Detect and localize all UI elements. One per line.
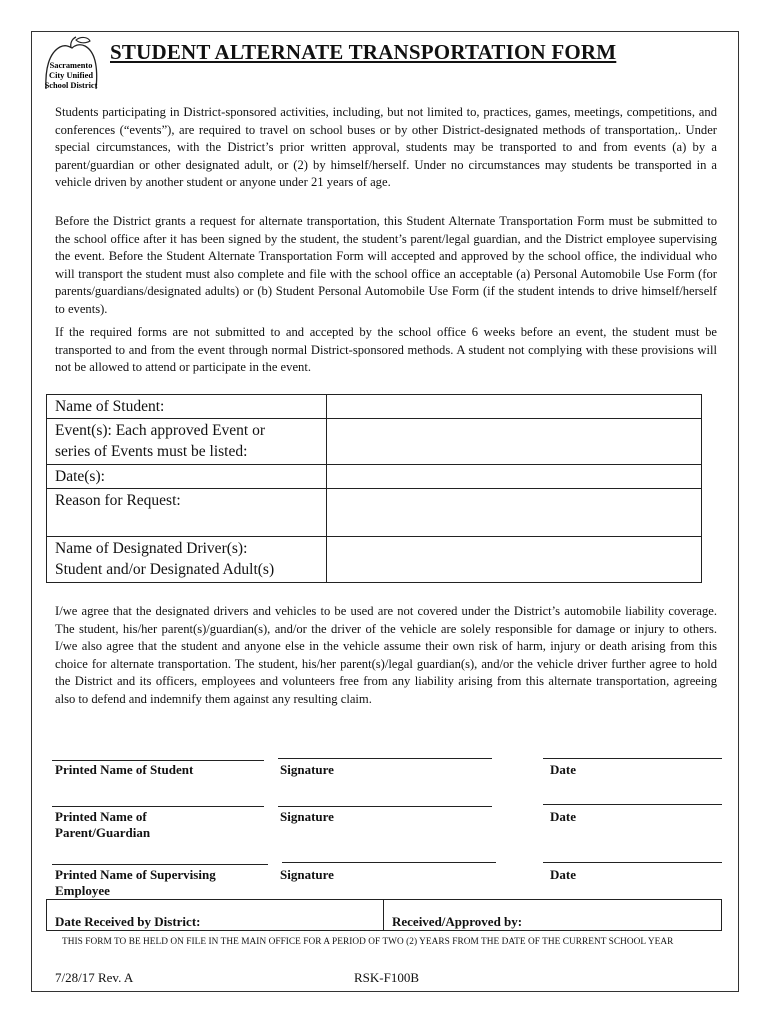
- student-signature-line[interactable]: [278, 758, 492, 759]
- logo-line3: School District: [44, 81, 98, 90]
- logo-line1: Sacramento: [49, 61, 93, 70]
- liability-agreement-paragraph: I/we agree that the designated drivers and vehicles to be used are not covered under the District’s automobile liability coverage. The student, his/her parent(s)/guardian(s), and/or the driver of the vehicle are solely responsible for damage or injury to others. I/we also agree that the student and anyone else in the vehicle assume their own risk of harm, injury or death arising from this choice for alternate transportation. The student, his/her parent(s)/legal guardian(s), and/or the vehicle driver further agree to hold the District and its officers, employees and volunteers free from any liability arising from this alternate transportation, agreeing also to defend and indemnify them against any resulting claim.: [55, 604, 717, 706]
- form-title: STUDENT ALTERNATE TRANSPORTATION FORM: [110, 40, 617, 64]
- employee-label-line2: Employee: [55, 883, 110, 898]
- reason-field[interactable]: [327, 489, 702, 537]
- events-label-line2: series of Events must be listed:: [55, 443, 248, 460]
- employee-date-line[interactable]: [543, 862, 722, 863]
- events-label-line1: Event(s): Each approved Event or: [55, 422, 266, 439]
- student-name-line[interactable]: [52, 760, 264, 761]
- events-field[interactable]: [327, 419, 702, 465]
- designated-driver-field[interactable]: [327, 537, 702, 583]
- parent-signature-line[interactable]: [278, 806, 492, 807]
- printed-name-of-parent-label: [55, 809, 150, 841]
- employee-date-label: Date: [550, 867, 576, 882]
- employee-signature-line[interactable]: [282, 862, 496, 863]
- district-logo-icon: [40, 35, 102, 95]
- student-date-line[interactable]: [543, 758, 722, 759]
- parent-signature-label: Signature: [280, 809, 334, 824]
- office-use-divider: [383, 900, 384, 930]
- parent-date-line[interactable]: [543, 804, 722, 805]
- logo-line2: City Unified: [49, 71, 93, 80]
- received-approved-by-label: Received/Approved by:: [392, 914, 523, 929]
- deadline-paragraph: If the required forms are not submitted to and accepted by the school office 6 weeks before an event, the student must be transported to and from the event through normal District-sponsored methods. A student not complying with these provisions will not be allowed to attend or participate in the event.: [55, 325, 717, 375]
- parent-name-line[interactable]: [52, 806, 264, 807]
- printed-name-of-student-label: Printed Name of Student: [55, 762, 194, 777]
- date-received-by-district-label: Date Received by District:: [55, 914, 201, 929]
- designated-driver-label-line2: Student and/or Designated Adult(s): [55, 561, 275, 578]
- office-use-box: [46, 899, 722, 931]
- events-label: [47, 419, 327, 465]
- parent-label-line1: Printed Name of: [55, 809, 147, 824]
- student-date-label: Date: [550, 762, 576, 777]
- form-number: RSK-F100B: [354, 970, 420, 985]
- dates-field[interactable]: [327, 465, 702, 489]
- revision-date: 7/28/17 Rev. A: [55, 970, 134, 985]
- designated-driver-label-line1: Name of Designated Driver(s):: [55, 540, 248, 557]
- dates-label: Date(s):: [47, 465, 327, 489]
- request-info-table: [46, 394, 702, 583]
- name-of-student-field[interactable]: [327, 395, 702, 419]
- name-of-student-label: Name of Student:: [47, 395, 327, 419]
- printed-name-of-supervising-employee-label: [55, 867, 216, 899]
- employee-signature-label: Signature: [280, 867, 334, 882]
- parent-label-line2: Parent/Guardian: [55, 825, 151, 840]
- parent-date-label: Date: [550, 809, 576, 824]
- employee-name-line[interactable]: [52, 864, 268, 865]
- student-signature-label: Signature: [280, 762, 334, 777]
- retention-note: THIS FORM TO BE HELD ON FILE IN THE MAIN OFFICE FOR A PERIOD OF TWO (2) YEARS FROM THE DATE OF THE CURRENT SCHOOL YEAR: [62, 937, 674, 947]
- requirements-paragraph: Before the District grants a request for alternate transportation, this Student Alternate Transportation Form must be submitted to the school office after it has been signed by the student, the student’s parent/legal guardian, and the District employee supervising the event. Before the Student Alternate Transportation Form will accepted and approved by the school office, the individual who will transport the student must also complete and file with the school office an acceptable (a) Personal Automobile Use Form (for parents/guardians/designated adults) or (b) Student Personal Automobile Use Form (if the student intends to drive himself/herself to events).: [55, 214, 717, 316]
- intro-paragraph: Students participating in District-sponsored activities, including, but not limited to, practices, games, meetings, competitions, and conferences (“events”), are required to travel on school buses or by other District-designated methods of transportation,. Under special circumstances, with the District’s prior written approval, students may be transported to and from events (a) by a parent/guardian or other designated adult, or (2) by himself/herself. Under no circumstances may students be transported in a vehicle driven by another student or anyone under 21 years of age.: [55, 105, 717, 190]
- designated-driver-label: [47, 537, 327, 583]
- reason-label: Reason for Request:: [47, 489, 327, 537]
- employee-label-line1: Printed Name of Supervising: [55, 867, 216, 882]
